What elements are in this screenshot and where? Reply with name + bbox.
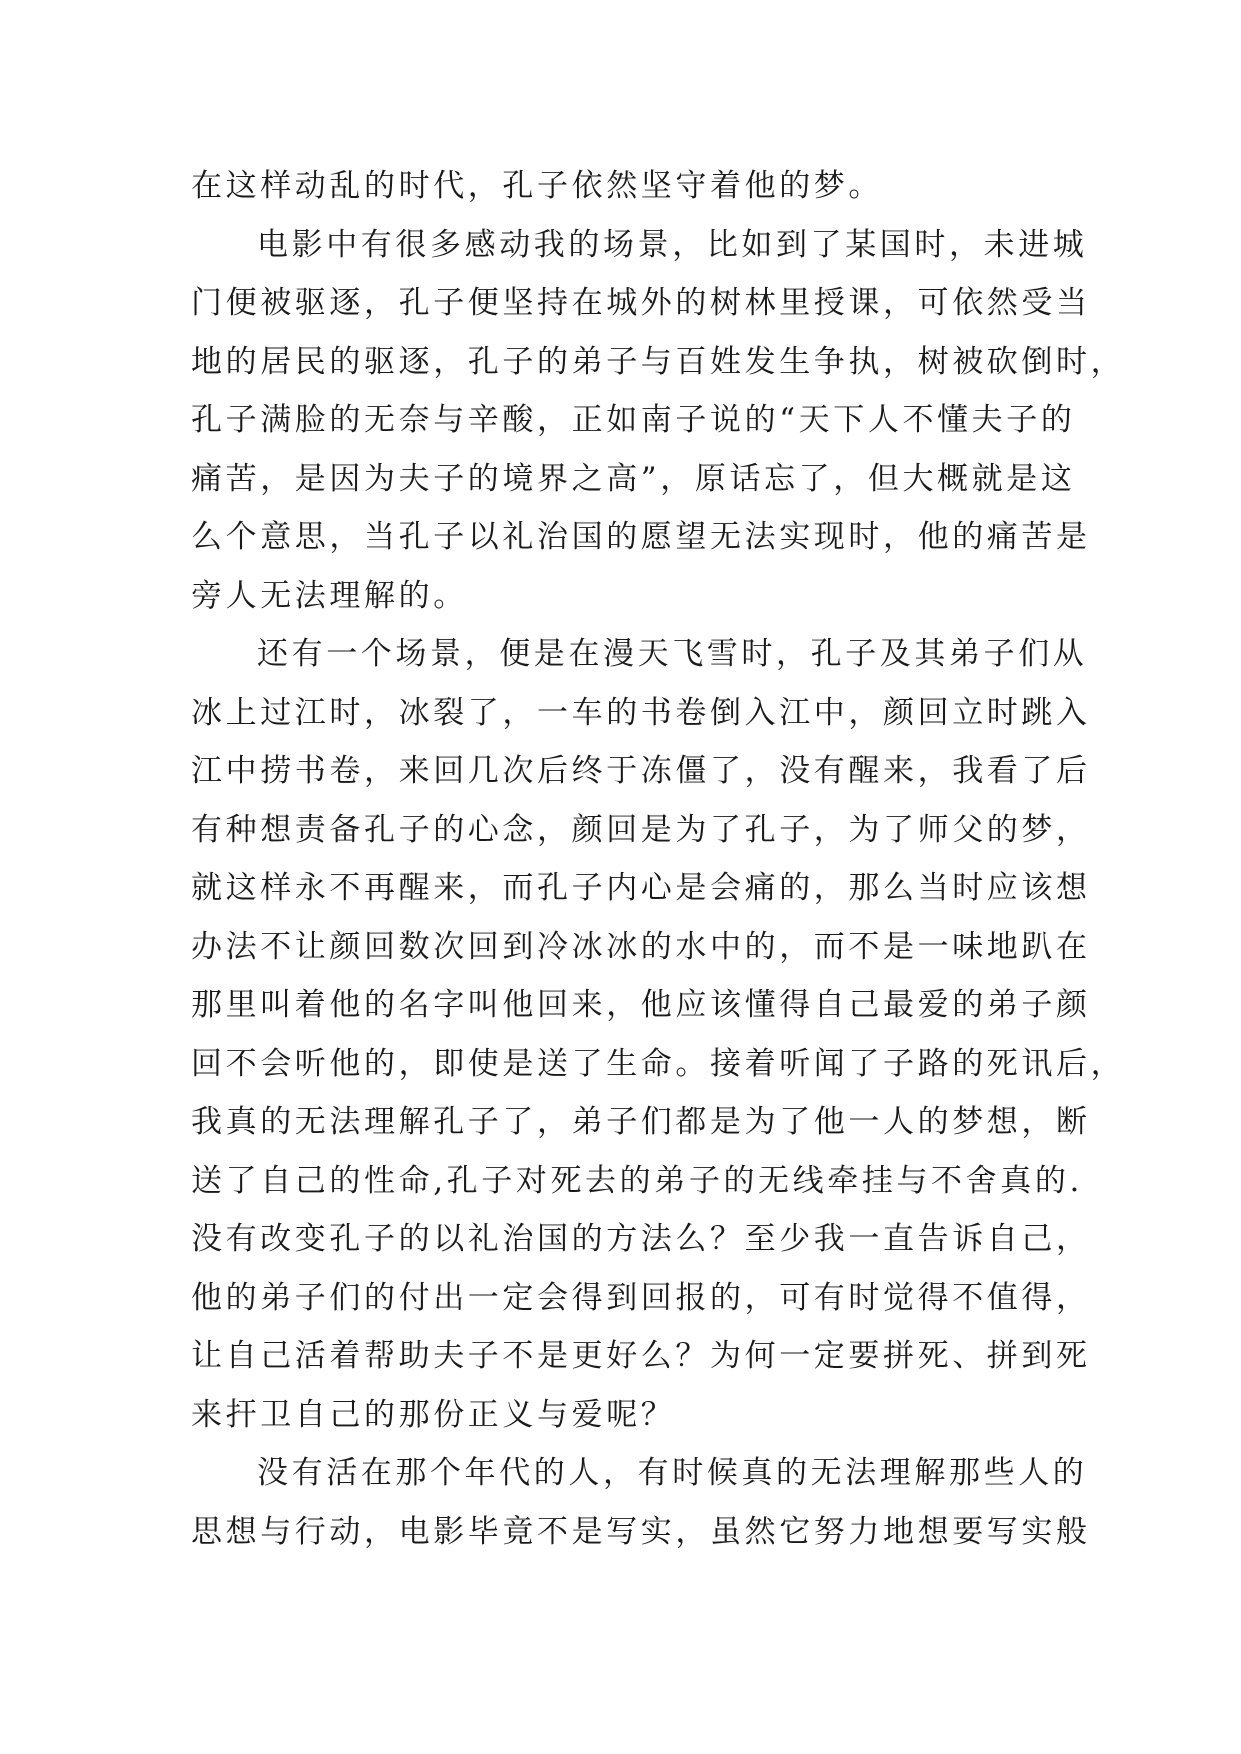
text-line: 我真的无法理解孔子了，弟子们都是为了他一人的梦想，断 bbox=[191, 1104, 1091, 1140]
text-line: 就这样永不再醒来，而孔子内心是会痛的，那么当时应该想 bbox=[191, 870, 1091, 906]
text-line: 么个意思，当孔子以礼治国的愿望无法实现时，他的痛苦是 bbox=[191, 519, 1091, 555]
text-line: 孔子满脸的无奈与辛酸，正如南子说的“天下人不懂夫子的 bbox=[191, 402, 1076, 438]
text-line: 江中捞书卷，来回几次后终于冻僵了，没有醒来，我看了后 bbox=[191, 753, 1091, 789]
text-line: 那里叫着他的名字叫他回来，他应该懂得自己最爱的弟子颜 bbox=[191, 987, 1091, 1023]
text-line: 旁人无法理解的。 bbox=[191, 577, 468, 614]
text-line: 思想与行动，电影毕竟不是写实，虽然它努力地想要写实般 bbox=[191, 1513, 1091, 1550]
text-line: 他的弟子们的付出一定会得到回报的，可有时觉得不值得， bbox=[191, 1279, 1091, 1316]
text-line: 让自己活着帮助夫子不是更好么？为何一定要拼死、拼到死 bbox=[191, 1338, 1091, 1374]
text-line: 来扞卫自己的那份正义与爱呢？ bbox=[191, 1396, 676, 1433]
text-line: 门便被驱逐，孔子便坚持在城外的树林里授课，可依然受当 bbox=[191, 285, 1091, 321]
text-line: 电影中有很多感动我的场景，比如到了某国时，未进城 bbox=[257, 226, 1088, 263]
text-line: 没有改变孔子的以礼治国的方法么？至少我一直告诉自己， bbox=[191, 1221, 1091, 1257]
text-line: 回不会听他的，即使是送了生命。接着听闻了子路的死讯后， bbox=[191, 1045, 1126, 1082]
text-line: 没有活在那个年代的人，有时候真的无法理解那些人的 bbox=[257, 1455, 1088, 1491]
text-line: 有种想责备孔子的心念，颜回是为了孔子，为了师父的梦， bbox=[191, 811, 1091, 848]
text-line: 办法不让颜回数次回到冷冰冰的水中的，而不是一味地趴在 bbox=[191, 928, 1091, 965]
body-text bbox=[191, 157, 1126, 1561]
text-line: 在这样动乱的时代，孔子依然坚守着他的梦。 bbox=[191, 168, 883, 204]
text-line: 还有一个场景，便是在漫天飞雪时，孔子及其弟子们从 bbox=[257, 636, 1088, 672]
text-line: 痛苦，是因为夫子的境界之高”，原话忘了，但大概就是这 bbox=[191, 460, 1076, 497]
text-line: 冰上过江时，冰裂了，一车的书卷倒入江中，颜回立时跳入 bbox=[191, 694, 1091, 731]
text-line: 地的居民的驱逐，孔子的弟子与百姓发生争执，树被砍倒时， bbox=[191, 343, 1126, 380]
text-line: 送了自己的性命,孔子对死去的弟子的无线牵挂与不舍真的. bbox=[191, 1162, 1083, 1199]
